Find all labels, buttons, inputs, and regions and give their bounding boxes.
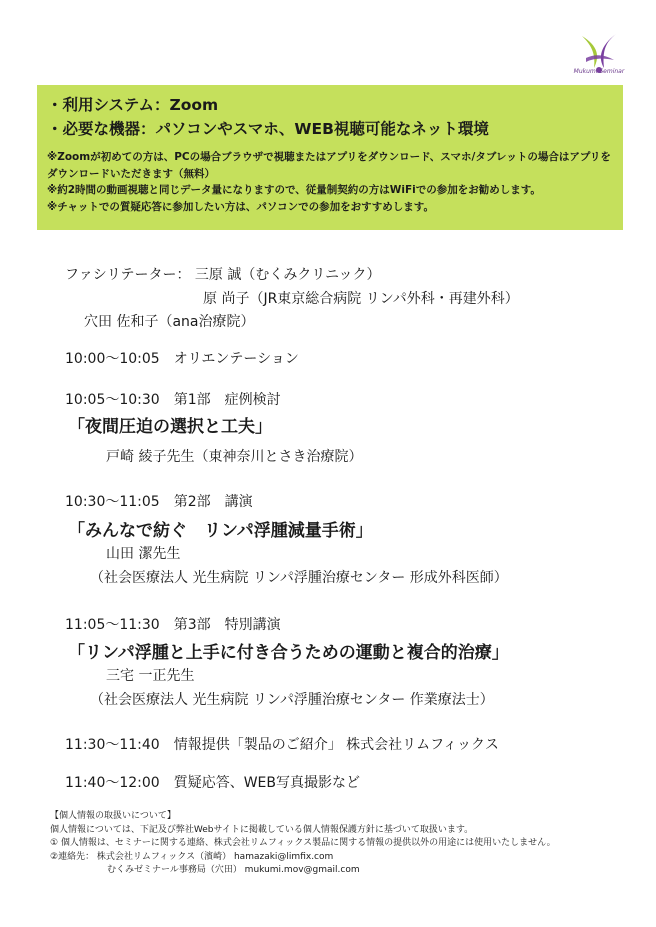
part2-title: 「みんなで紡ぐ リンパ浮腫減量手術」: [68, 521, 373, 541]
facilitator-row-1: [65, 264, 381, 284]
part2-speaker: 山田 潔先生: [106, 546, 181, 562]
info-row: [65, 734, 499, 754]
qa-title: 質疑応答、WEB写真撮影など: [173, 775, 360, 791]
privacy-footer: [50, 810, 556, 878]
note-zoom: ※Zoomが初めての方は、PCの場合ブラウザで視聴またはアプリをダウンロード、スマホ/タブレットの場合はアプリをダウンロードいただきます（無料）: [47, 151, 611, 180]
part3-time: 11:05〜11:30: [65, 617, 160, 633]
facilitator-1: 三原 誠（むくみクリニック）: [194, 267, 381, 283]
privacy-line-2: ① 個人情報は、セミナーに関する連絡、株式会社リムフィックス製品に関する情報の提供以外の用途には使用いたしません。: [50, 838, 556, 848]
part2-affiliation: （社会医療法人 光生病院 リンパ浮腫治療センター 形成外科医師）: [90, 570, 508, 586]
qa-row: [65, 772, 360, 792]
part1-header: [65, 389, 281, 409]
privacy-contact-1: ②連絡先： 株式会社リムフィックス（濱崎） hamazaki@limfix.com: [50, 851, 334, 862]
privacy-line-1: 個人情報については、下記及び弊社Webサイトに掲載している個人情報保護方針に基づいて取扱います。: [50, 824, 474, 835]
part1-title: 「夜間圧迫の選択と工夫」: [68, 417, 272, 437]
part2-label: 第2部: [173, 494, 211, 510]
info-title: 情報提供「製品のご紹介」 株式会社リムフィックス: [173, 737, 499, 753]
orientation-time: 10:00〜10:05: [65, 351, 160, 367]
qa-time: 11:40〜12:00: [65, 775, 160, 791]
note-data: ※約2時間の動画視聴と同じデータ量になりますので、従量制契約の方はWiFiでの参加をお勧めします。: [47, 184, 541, 196]
part2-kind: 講演: [224, 494, 253, 510]
note-chat: ※チャットでの質疑応答に参加したい方は、パソコンでの参加をおすすめします。: [47, 200, 434, 213]
part3-kind: 特別講演: [224, 617, 281, 633]
part3-speaker: 三宅 一正先生: [106, 668, 195, 684]
part3-title: 「リンパ浮腫と上手に付き合うための運動と複合的治療」: [68, 643, 509, 663]
part2-header: [65, 491, 253, 511]
system-requirements-box: [37, 85, 623, 230]
part1-time: 10:05〜10:30: [65, 392, 160, 408]
part1-speaker: 戸崎 綾子先生（東神奈川とさき治療院）: [106, 449, 363, 465]
part1-kind: 症例検討: [224, 392, 281, 408]
part3-affiliation: （社会医療法人 光生病院 リンパ浮腫治療センター 作業療法士）: [90, 692, 494, 708]
part3-header: [65, 614, 281, 634]
part2-time: 10:30〜11:05: [65, 494, 160, 510]
facilitator-2: 原 尚子（JR東京総合病院 リンパ外科・再建外科）: [203, 291, 519, 307]
notes: [47, 149, 613, 215]
system-line: ・利用システム：Zoom: [47, 96, 219, 114]
orientation-title: オリエンテーション: [173, 351, 299, 367]
privacy-contact-2: むくみゼミナール事務局（穴田） mukumi.mov@gmail.com: [107, 865, 360, 875]
facilitator-3: 穴田 佐和子（ana治療院）: [84, 314, 255, 330]
part3-label: 第3部: [173, 617, 211, 633]
orientation-row: [65, 348, 299, 368]
equipment-line: ・必要な機器：パソコンやスマホ、WEB視聴可能なネット環境: [47, 120, 489, 138]
facilitator-label: ファシリテーター：: [65, 267, 191, 283]
info-time: 11:30〜11:40: [65, 737, 160, 753]
privacy-heading: 【個人情報の取扱いについて】: [50, 811, 176, 821]
part1-label: 第1部: [173, 392, 211, 408]
logo-text: Mukumi Seminar: [573, 68, 625, 75]
